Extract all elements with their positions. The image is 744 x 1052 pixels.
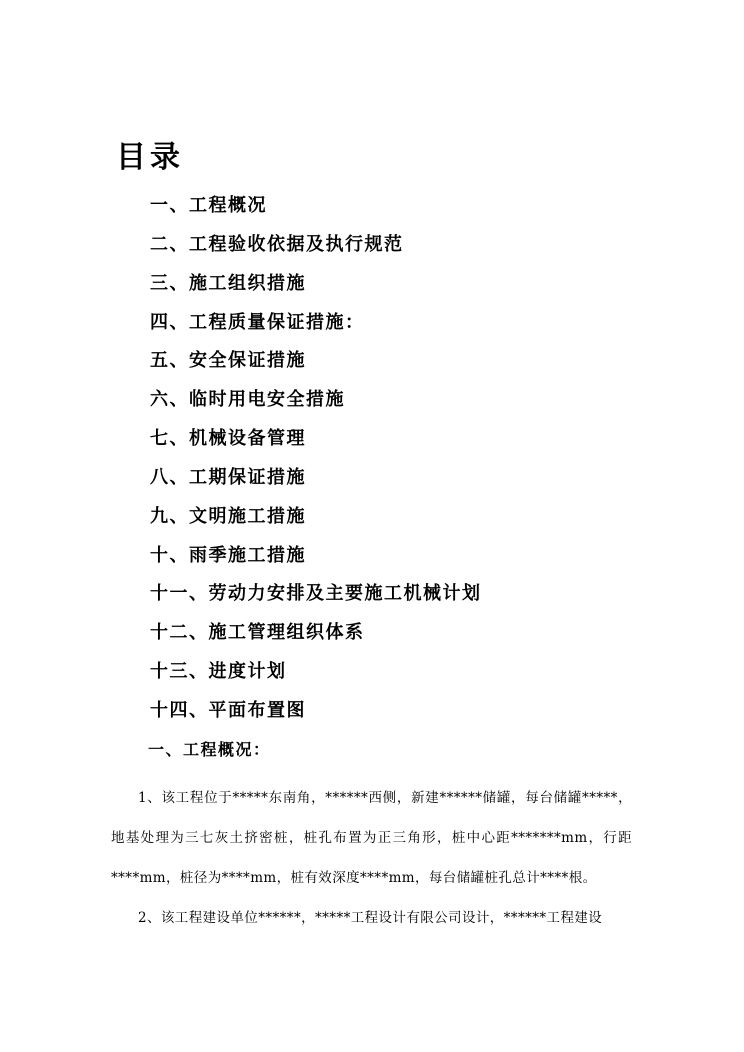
toc-item[interactable]: 七、机械设备管理 <box>150 428 306 450</box>
toc-item[interactable]: 四、工程质量保证措施： <box>150 311 365 333</box>
toc-item[interactable]: 十三、进度计划 <box>150 661 287 683</box>
toc-item[interactable]: 十一、劳动力安排及主要施工机械计划 <box>150 583 482 605</box>
toc-item[interactable]: 九、文明施工措施 <box>150 505 306 527</box>
body-text <box>111 778 632 938</box>
toc-item[interactable]: 六、临时用电安全措施 <box>150 389 345 411</box>
paragraph: 2、该工程建设单位******，*****工程设计有限公司设计，******工程建设 <box>138 910 603 926</box>
toc-list <box>150 190 482 734</box>
toc-item[interactable]: 十二、施工管理组织体系 <box>150 622 365 644</box>
paragraph: 1、该工程位于*****东南角，******西侧，新建******储罐，每台储罐*****，地基处理为三七灰土挤密桩，桩孔布置为正三角形，桩中心距*******mm，行距****mm，桩径为****mm，桩有效深度****mm，每台储罐桩孔总计****根。 <box>111 790 632 886</box>
toc-item[interactable]: 三、施工组织措施 <box>150 272 306 294</box>
toc-item[interactable]: 二、工程验收依据及执行规范 <box>150 233 404 255</box>
toc-item[interactable]: 一、工程概况 <box>150 195 267 216</box>
section-heading: 一、工程概况： <box>148 740 271 759</box>
toc-item[interactable]: 五、安全保证措施 <box>150 350 306 372</box>
toc-title: 目录 <box>116 140 184 175</box>
toc-item[interactable]: 十、雨季施工措施 <box>150 544 306 566</box>
toc-item[interactable]: 八、工期保证措施 <box>150 466 306 488</box>
toc-item[interactable]: 十四、平面布置图 <box>150 699 306 721</box>
